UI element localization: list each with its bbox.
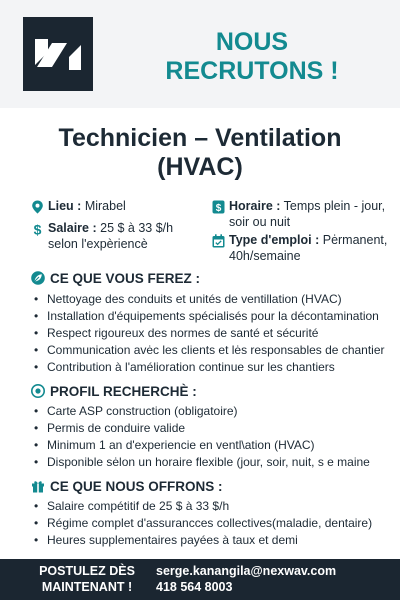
- salary-value: 25 $ à 33 $/h: [100, 221, 174, 235]
- list-item: • Nettoyage des conduits et unités de ventillation (HVAC): [34, 291, 396, 308]
- list-item: • Carte ASP construction (obligatoire): [34, 403, 396, 420]
- cta-line-1: POSTULEZ DÈS: [39, 564, 135, 578]
- job-title-line-2: (HVAC): [157, 153, 243, 181]
- apply-now-text: [28, 564, 146, 595]
- list-item: • Communication avėc les clients et lės responsables de chantier: [34, 342, 396, 359]
- duties-title-text: CE QUE VOUS FEREZ :: [50, 271, 201, 286]
- list-item: • Minimum 1 an d'experiencie en ventl\ation (HVAC): [34, 437, 396, 454]
- profile-section-title: [31, 384, 197, 400]
- location-pin-icon: [31, 200, 44, 214]
- profile-list: [34, 403, 396, 471]
- profile-title-text: PROFIL RECHERCHÈ :: [50, 384, 197, 399]
- list-item: • Régime complet d'assurancces collectives(maladie, dentaire): [34, 515, 396, 532]
- list-item: • Contribution à l'amélioration continue sur les chantiers: [34, 359, 396, 376]
- contact-email[interactable]: serge.kanangila@nexwav.com: [156, 564, 337, 578]
- svg-text:$: $: [33, 222, 42, 236]
- headline-line-2: RECRUTONS !: [165, 57, 339, 85]
- employment-type-value: Pėrmanent,: [322, 233, 388, 247]
- duties-section-title: [31, 271, 200, 287]
- list-item: • Installation d'équipements spécialisés pour la décontamination: [34, 308, 396, 325]
- salary-info: [33, 221, 174, 252]
- svg-text:$: $: [215, 203, 222, 214]
- location-info: [48, 199, 126, 215]
- dollar-icon: [31, 222, 44, 236]
- schedule-info: [215, 199, 386, 230]
- target-icon: [31, 384, 45, 398]
- location-value: Mirabel: [84, 199, 126, 213]
- schedule-note: soir ou nuit: [229, 214, 291, 229]
- cta-line-2: MAINTENANT !: [41, 579, 133, 594]
- contact-phone[interactable]: 418 564 8003: [156, 579, 233, 594]
- list-item: • Salaire compétitif de 25 $ à 33 $/h: [34, 498, 396, 515]
- gift-icon: [31, 479, 45, 493]
- offers-list: [34, 498, 396, 549]
- schedule-label: Horaire :: [229, 199, 281, 213]
- footer-bar: [0, 559, 400, 600]
- schedule-icon: [212, 200, 225, 214]
- recruiting-headline: [104, 28, 400, 86]
- schedule-value: Temps plein - jour,: [283, 199, 386, 213]
- location-label: Lieu :: [48, 199, 82, 213]
- offers-section-title: [31, 479, 223, 495]
- list-item: • Heures supplementaires payées à taux et demi: [34, 532, 396, 549]
- employment-type-info: [229, 233, 387, 264]
- duties-list: [34, 291, 396, 376]
- calendar-icon: [212, 234, 225, 248]
- list-item: • Disponible sėlon un horaire flexible (jour, soir, nuit, s e maine: [34, 454, 396, 471]
- job-title-line-1: Technicien – Ventilation: [58, 124, 342, 152]
- leaf-icon: [31, 271, 45, 285]
- salary-label: Salaire :: [48, 221, 97, 235]
- offers-title-text: CE QUE NOUS OFFRONS :: [50, 479, 223, 494]
- employment-type-note: 40h/semaine: [229, 248, 301, 263]
- list-item: • Permis de conduire valide: [34, 420, 396, 437]
- list-item: • Respect rigoureux des normes de santé et sécurité: [34, 325, 396, 342]
- job-title: [0, 124, 400, 182]
- contact-info: [156, 564, 336, 595]
- headline-line-1: NOUS: [215, 28, 289, 56]
- employment-type-label: Type d'emploi :: [229, 233, 320, 247]
- salary-note: selon l'expèriencè: [48, 236, 148, 251]
- company-logo-icon: [23, 17, 93, 91]
- header-banner: [0, 0, 400, 108]
